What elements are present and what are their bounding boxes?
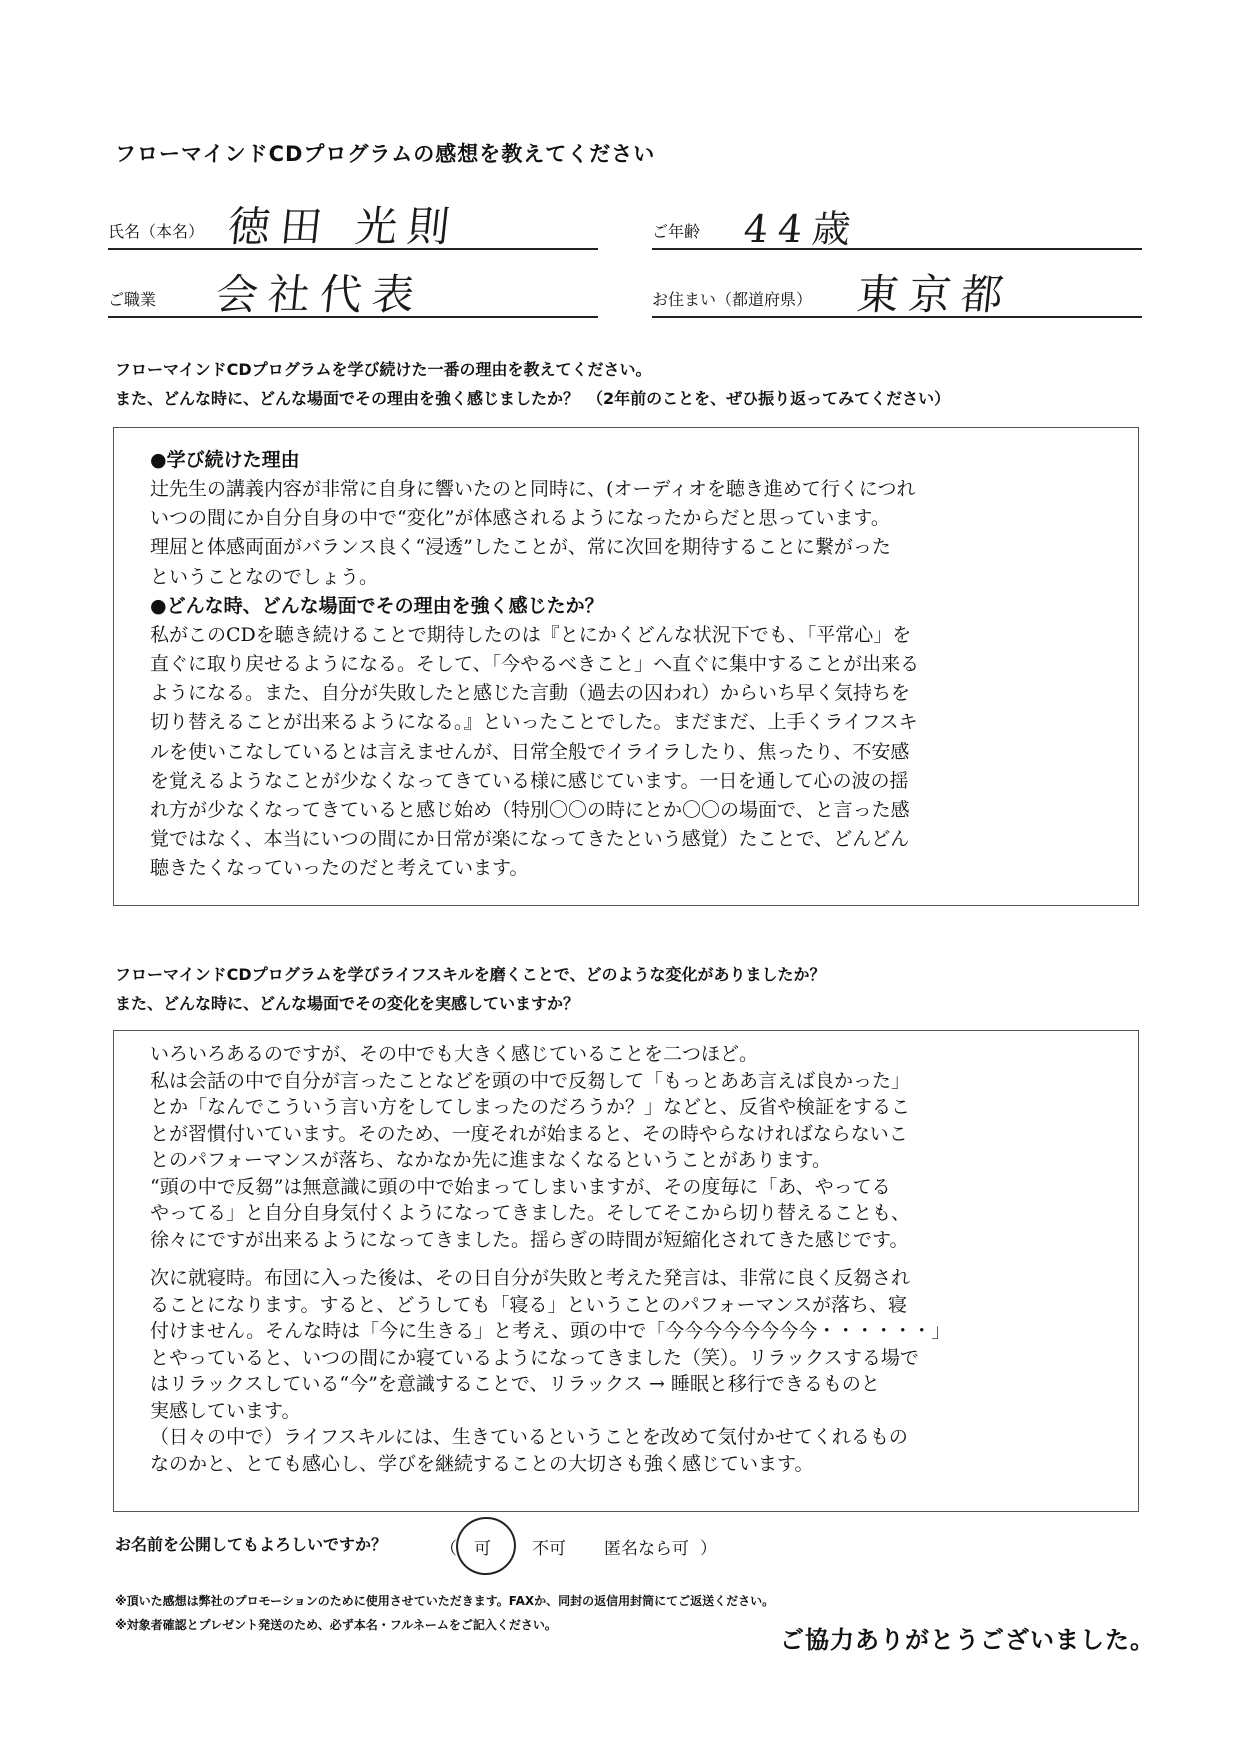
note-fullname: ※対象者確認とプレゼント発送のため、必ず本名・フルネームをご記入ください。 [115,1618,557,1632]
option-deny[interactable]: 不可 [532,1539,566,1559]
residence-label: お住まい（都道府県） [652,290,813,309]
name-field[interactable] [108,202,598,251]
name-label: 氏名（本名） [108,222,205,241]
occupation-value: 会社代表 [213,270,427,319]
consent-close-paren: ） [700,1539,717,1559]
consent-open-paren: （ [440,1539,457,1559]
age-value: 44歳 [741,207,863,251]
age-label: ご年齢 [652,222,701,241]
question-2-line-1: フローマインドCDプログラムを学びライフスキルを磨くことで、どのような変化がありましたか？ [115,965,826,984]
change-text-1: いろいろあるのですが、その中でも大きく感じていることを二つほど。 私は会話の中で自分が言ったことなどを頭の中で反芻して「もっとああ言えば良かった」 とか「なんでこういう言い方をしてしまったのだろうか？」などと、反省や検証をするこ とが習慣付いています。そのため、一度それが始まると、その時やらなければならないこ とのパフォーマンスが落ち、なかなか先に進まなくなるということがあります。 “頭の中で反芻”は無意識に頭の中で始まってしまいますが、その度毎に「あ、やってる やってる」と自分自身気付くようになってきました。そしてそこから切り替えることも、 徐々にですが出来るようになってきました。揺らぎの時間が短縮化されてきた感じです。 [150,1043,911,1251]
occupation-field[interactable] [108,270,598,319]
consent-question: お名前を公開してもよろしいですか？ [115,1535,388,1554]
answer-2-box[interactable] [113,1030,1139,1512]
occupation-label: ご職業 [108,290,157,309]
question-2 [115,960,825,1018]
option-anonymous[interactable]: 匿名なら可 [604,1539,689,1559]
option-allow[interactable]: 可 [474,1539,491,1559]
reason-heading: ●学び続けた理由 [150,449,300,471]
question-1-line-2: また、どんな時に、どんな場面でその理由を強く感じましたか？ （2年前のことを、ぜひ振り返ってみてください） [115,389,951,408]
form-title: フローマインドCDプログラムの感想を教えてください [115,142,656,166]
note-usage: ※頂いた感想は弊社のプロモーションのために使用させていただきます。FAXか、同封の返信用封筒にてご返送ください。 [115,1594,775,1608]
thanks-message: ご協力ありがとうございました。 [780,1626,1155,1654]
reason-text: 辻先生の講義内容が非常に自身に響いたのと同時に、(オーディオを聴き進めて行くにつれ いつの間にか自分自身の中で“変化”が体感されるようになったからだと思っています。 理屈と体感両面がバランス良く“浸透”したことが、常に次回を期待することに繋がった ということなのでしょう。 [150,478,916,588]
name-value: 徳田 光則 [225,202,462,251]
change-text-2: 次に就寝時。布団に入った後は、その日自分が失敗と考えた発言は、非常に良く反芻され ることになります。すると、どうしても「寝る」ということのパフォーマンスが落ち、寝 付けません。そんな時は「今に生きる」と考え、頭の中で「今今今今今今今今・・・・・・」 とやっていると、いつの間にか寝ているようになってきました（笑）。リラックスする場で はリラックスしている“今”を意識することで、リラックス → 睡眠と移行できるものと 実感しています。 （日々の中で）ライフスキルには、生きているということを改めて気付かせてくれるもの なのかと、とても感心し、学びを継続することの大切さも強く感じています。 [150,1267,951,1475]
question-1-line-1: フローマインドCDプログラムを学び続けた一番の理由を教えてください。 [115,360,652,379]
when-heading: ●どんな時、どんな場面でその理由を強く感じたか？ [150,594,604,617]
question-2-line-2: また、どんな時に、どんな場面でその変化を実感していますか？ [115,994,580,1013]
when-text: 私がこのCDを聴き続けることで期待したのは『とにかくどんな状況下でも、「平常心」を 直ぐに取り戻せるようになる。そして、「今やるべきこと」へ直ぐに集中することが出来る ようになる。また、自分が失敗したと感じた言動（過去の囚われ）からいち早く気持ちを 切り替えることが出来るようになる。』といったことでした。まだまだ、上手くライフスキ ルを使いこなしているとは言えませんが、日常全般でイライラしたり、焦ったり、不安感 を覚えるようなことが少なくなってきている様に感じています。一日を通して心の波の揺 れ方が少なくなってきていると感じ始め（特別〇〇の時にとか〇〇の場面で、と言った感 覚ではなく、本当にいつの間にか日常が楽になってきたという感覚）たことで、どんどん 聴きたくなっていったのだと考えています。 [150,623,920,880]
residence-field[interactable] [652,270,1142,319]
question-1 [115,355,950,413]
residence-value: 東京都 [854,270,1016,319]
age-field[interactable] [652,208,1142,250]
answer-1-box[interactable] [113,427,1139,906]
